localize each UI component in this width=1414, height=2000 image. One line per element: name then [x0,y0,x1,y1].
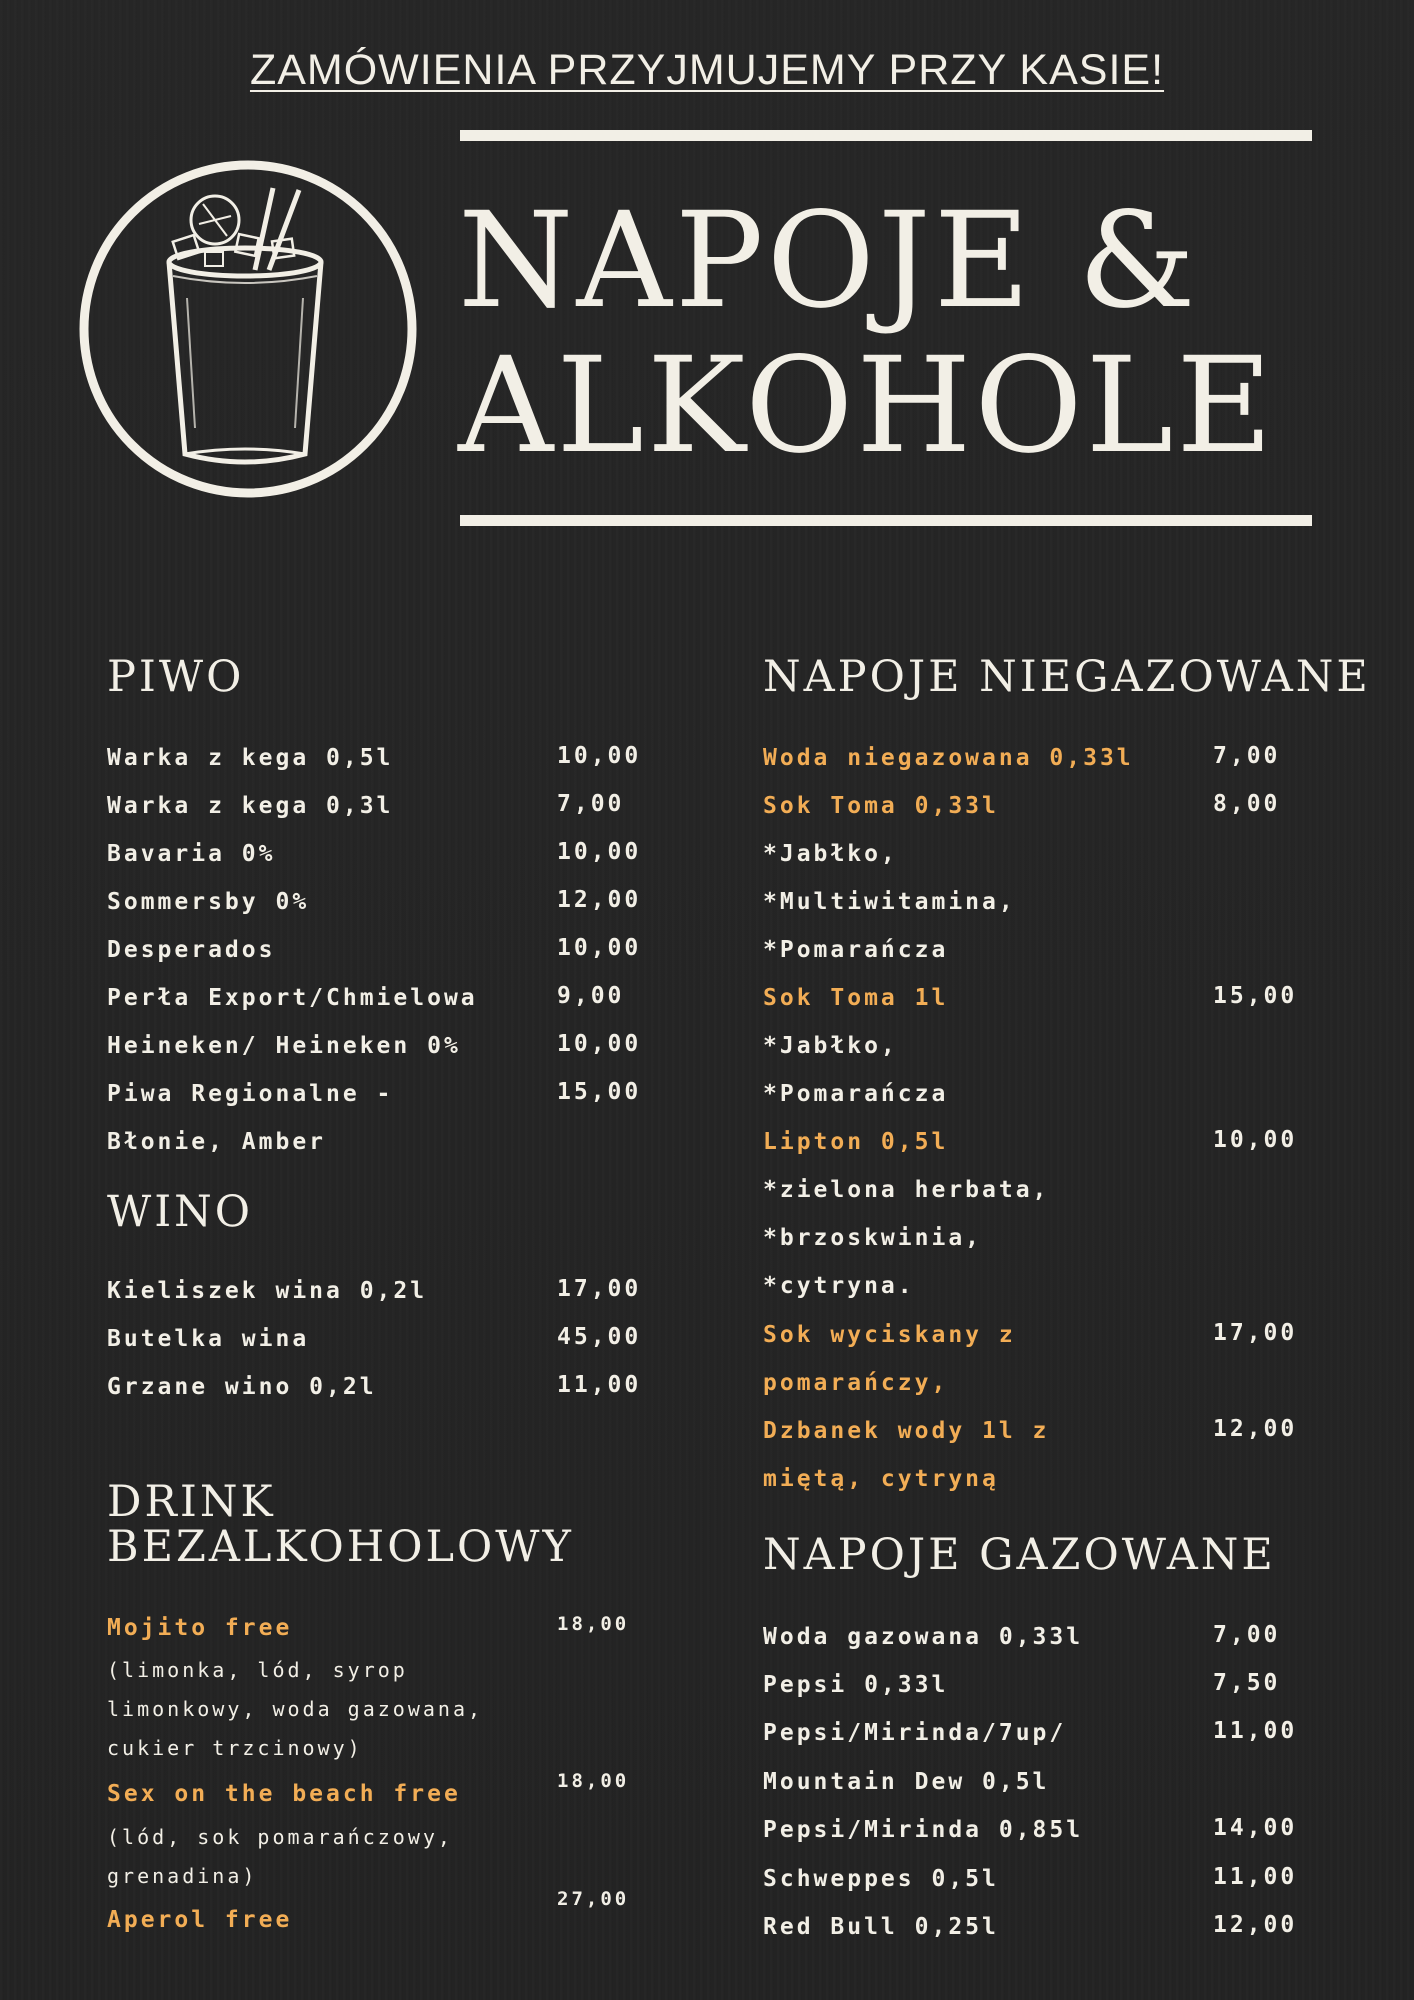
menu-item-name: Piwa Regionalne - [107,1081,394,1107]
menu-item-price: 15,00 [557,1079,642,1105]
menu-item-price: 11,00 [1213,1864,1298,1890]
section-title-niegazowane: NAPOJE NIEGAZOWANE [763,652,1371,702]
menu-item-price: 12,00 [1213,1416,1298,1442]
menu-item-price: 11,00 [557,1372,642,1398]
menu-item-name: Mojito free [107,1615,293,1641]
menu-item-name: Red Bull 0,25l [763,1914,999,1940]
menu-item-price: 10,00 [1213,1127,1298,1153]
menu-item-name: Sok Toma 1l [763,985,949,1011]
menu-item-note: (limonka, lód, syrop [107,1658,408,1682]
menu-item-price: 18,00 [557,1613,630,1635]
menu-item-name: Grzane wino 0,2l [107,1374,377,1400]
menu-item-price: 15,00 [1213,983,1298,1009]
menu-item-price: 27,00 [557,1888,630,1910]
section-title-gazowane: NAPOJE GAZOWANE [763,1530,1276,1580]
menu-item-name: Warka z kega 0,5l [107,745,394,771]
header-rule-top [460,130,1312,141]
menu-item-name: Sex on the beach free [107,1781,461,1807]
menu-item-name: Desperados [107,937,276,963]
menu-item-name: Woda niegazowana 0,33l [763,745,1134,771]
menu-item-name: Warka z kega 0,3l [107,793,394,819]
menu-item-name: Bavaria 0% [107,841,276,867]
menu-item-price: 17,00 [557,1276,642,1302]
menu-item-name: Kieliszek wina 0,2l [107,1278,428,1304]
header-rule-bottom [460,515,1312,526]
menu-item-price: 7,50 [1213,1670,1281,1696]
section-title-piwo: PIWO [107,652,245,702]
menu-item-name: Sok wyciskany z [763,1322,1016,1348]
section-title-drink-line2: BEZALKOHOLOWY [107,1522,574,1572]
menu-item-price: 10,00 [557,935,642,961]
menu-item-name-continued: miętą, cytryną [763,1466,999,1492]
menu-item-price: 10,00 [557,839,642,865]
cocktail-glass-icon [77,158,419,500]
title-line-2: ALKOHOLE [458,329,1276,483]
menu-item-note: limonkowy, woda gazowana, [107,1697,484,1721]
menu-item-note: (lód, sok pomarańczowy, [107,1825,453,1849]
menu-item-price: 8,00 [1213,791,1281,817]
menu-item-option: *Pomarańcza [763,1081,949,1107]
menu-item-name: Sok Toma 0,33l [763,793,999,819]
menu-item-price: 45,00 [557,1324,642,1350]
menu-item-price: 7,00 [1213,1622,1281,1648]
menu-item-note: cukier trzcinowy) [107,1736,363,1760]
menu-item-price: 14,00 [1213,1815,1298,1841]
menu-item-price: 9,00 [557,983,625,1009]
menu-item-price: 7,00 [1213,743,1281,769]
menu-item-note: grenadina) [107,1864,258,1888]
menu-item-name: Dzbanek wody 1l z [763,1418,1050,1444]
menu-item-price: 12,00 [557,887,642,913]
menu-item-option: *Pomarańcza [763,937,949,963]
menu-item-name: Aperol free [107,1907,293,1933]
menu-item-option: *Jabłko, [763,841,898,867]
section-title-wino: WINO [107,1187,254,1237]
menu-item-option: *cytryna. [763,1273,915,1299]
menu-item-option: *Jabłko, [763,1033,898,1059]
menu-item-price: 10,00 [557,743,642,769]
menu-item-price: 17,00 [1213,1320,1298,1346]
menu-item-name: Schweppes 0,5l [763,1866,999,1892]
menu-item-option: *Multiwitamina, [763,889,1016,915]
menu-item-price: 7,00 [557,791,625,817]
menu-item-price: 11,00 [1213,1718,1298,1744]
menu-item-name: Butelka wina [107,1326,310,1352]
menu-item-name: Lipton 0,5l [763,1129,949,1155]
menu-item-name: Pepsi/Mirinda/7up/ [763,1720,1067,1746]
section-title-drink: DRINK [107,1477,276,1527]
menu-item-name-continued: pomarańczy, [763,1370,949,1396]
menu-item-name: Pepsi/Mirinda 0,85l [763,1817,1084,1843]
menu-item-name: Pepsi 0,33l [763,1672,949,1698]
menu-item-price: 12,00 [1213,1912,1298,1938]
menu-item-option: *zielona herbata, [763,1177,1050,1203]
menu-item-name: Perła Export/Chmielowa [107,985,478,1011]
menu-item-name: Sommersby 0% [107,889,310,915]
menu-item-price: 10,00 [557,1031,642,1057]
order-at-register-banner: ZAMÓWIENIA PRZYJMUJEMY PRZY KASIE! [249,46,1165,94]
menu-item-name-continued: Błonie, Amber [107,1129,327,1155]
menu-item-option: *brzoskwinia, [763,1225,983,1251]
title-line-1: NAPOJE & [458,184,1199,338]
menu-item-price: 18,00 [557,1770,630,1792]
menu-item-name-continued: Mountain Dew 0,5l [763,1769,1050,1795]
menu-item-name: Heineken/ Heineken 0% [107,1033,461,1059]
menu-item-name: Woda gazowana 0,33l [763,1624,1084,1650]
